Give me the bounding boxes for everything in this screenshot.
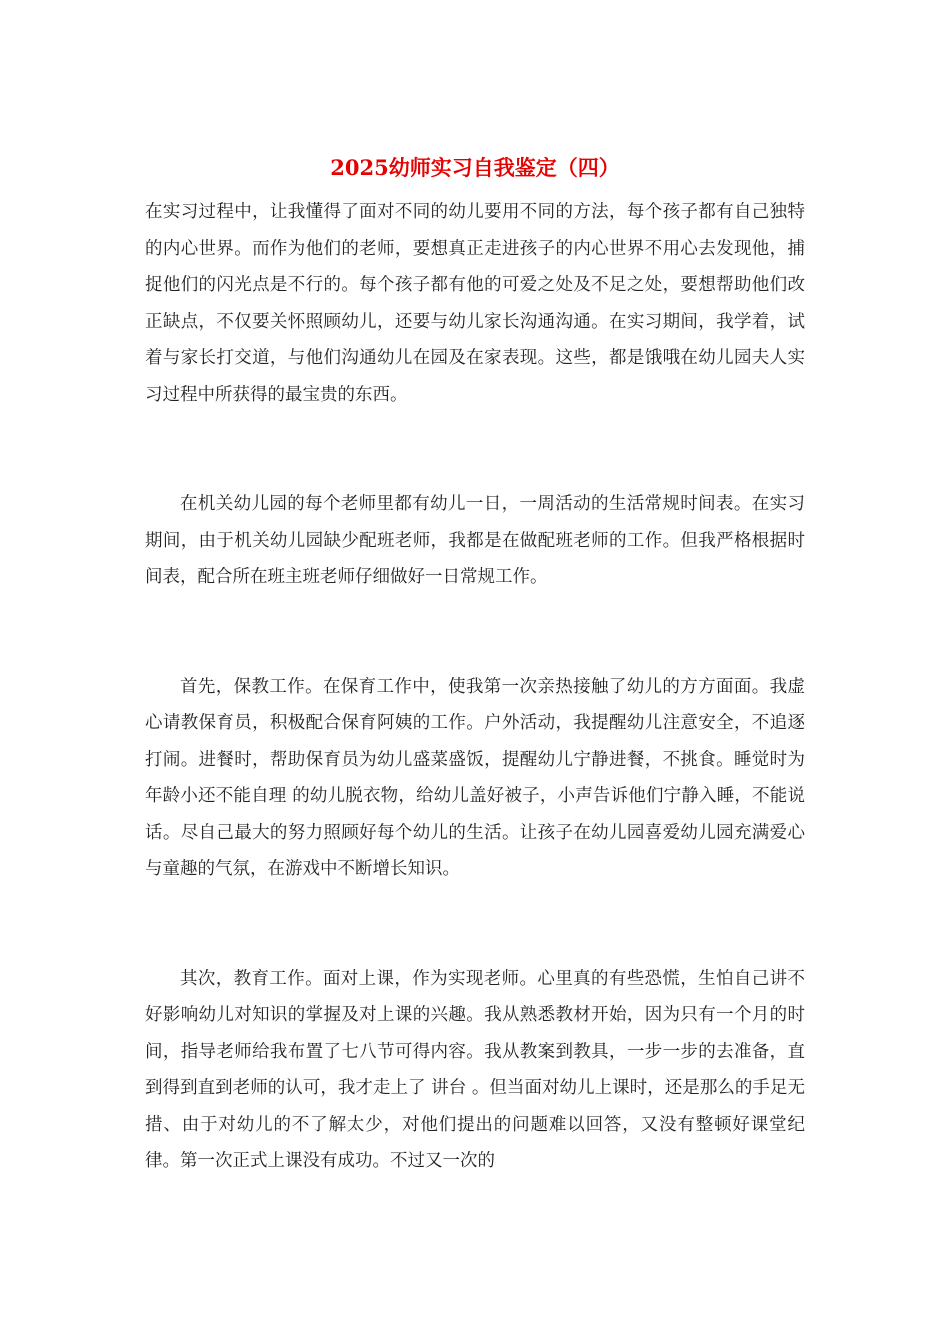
paragraph-4: 其次，教育工作。面对上课，作为实现老师。心里真的有些恐慌，生怕自己讲不好影响幼儿对知识的掌握及对上课的兴趣。我从熟悉教材开始，因为只有一个月的时间，指导老师给我布置了七八节可得内容。我从教案到教具，一步一步的去准备，直到得到直到老师的认可，我才走上了 讲台 。但当面对幼儿上课时，还是那么的手足无措、由于对幼儿的不了解太少，对他们提出的问题难以回答，又没有整顿好课堂纪律。第一次正式上课没有成功。不过又一次的: [145, 968, 805, 1171]
paragraph-3: 首先，保教工作。在保育工作中，使我第一次亲热接触了幼儿的方方面面。我虚心请教保育员，积极配合保育阿姨的工作。户外活动，我提醒幼儿注意安全，不追逐打闹。进餐时，帮助保育员为幼儿盛菜盛饭，提醒幼儿宁静进餐，不挑食。睡觉时为年龄小还不能自理 的幼儿脱衣物，给幼儿盖好被子，小声告诉他们宁静入睡，不能说话。尽自己最大的努力照顾好每个幼儿的生活。让孩子在幼儿园喜爱幼儿园充满爱心与童趣的气氛，在游戏中不断增长知识。: [145, 676, 805, 879]
document-body: [145, 194, 805, 1180]
paragraph-spacer: [145, 596, 805, 669]
document-title: 2025幼师实习自我鉴定（四）: [330, 155, 620, 180]
paragraph-2: 在机关幼儿园的每个老师里都有幼儿一日，一周活动的生活常规时间表。在实习期间，由于机关幼儿园缺少配班老师，我都是在做配班老师的工作。但我严格根据时间表，配合所在班主班老师仔细做好一日常规工作。: [145, 494, 805, 587]
paragraph-spacer: [145, 888, 805, 961]
paragraph-spacer: [145, 413, 805, 486]
paragraph-1: 在实习过程中，让我懂得了面对不同的幼儿要用不同的方法，每个孩子都有自己独特的内心世界。而作为他们的老师，要想真正走进孩子的内心世界不用心去发现他，捕捉他们的闪光点是不行的。每个孩子都有他的可爱之处及不足之处，要想帮助他们改正缺点，不仅要关怀照顾幼儿，还要与幼儿家长沟通沟通。在实习期间，我学着，试着与家长打交道，与他们沟通幼儿在园及在家表现。这些，都是饿哦在幼儿园夫人实习过程中所获得的最宝贵的东西。: [145, 202, 805, 405]
